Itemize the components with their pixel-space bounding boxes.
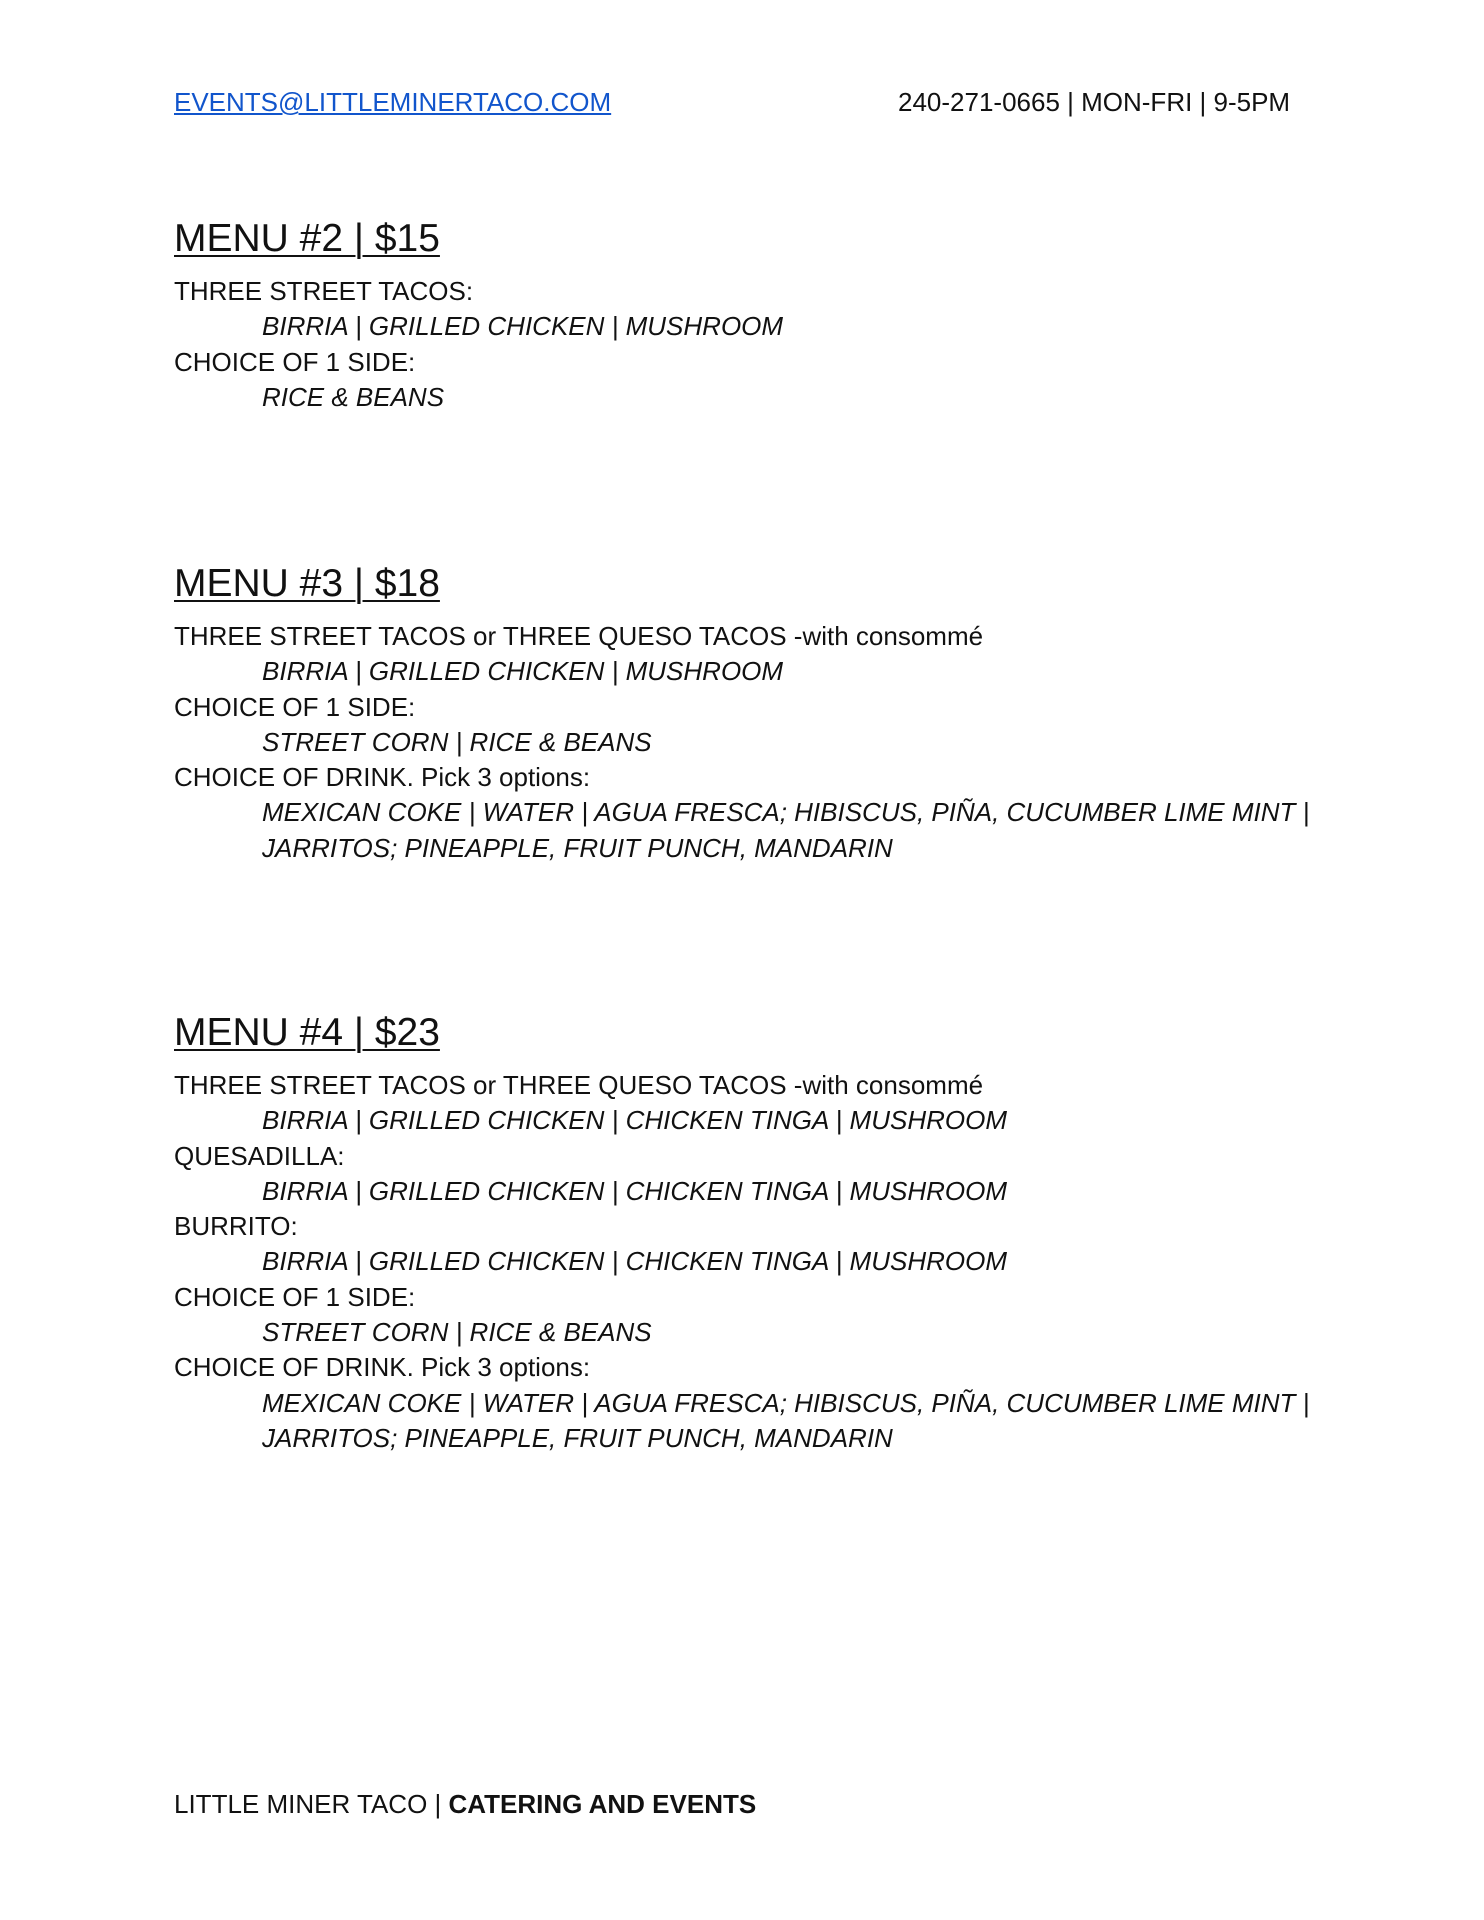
menu-2-section [174, 216, 1354, 415]
menu-4-quesadilla-label: QUESADILLA: [174, 1140, 345, 1171]
menu-4-section [174, 1010, 1354, 1456]
footer-brand: LITTLE MINER TACO | [174, 1789, 442, 1819]
menu-4-title: MENU #4 | $23 [174, 1011, 440, 1054]
menu-3-side-options: STREET CORN | RICE & BEANS [262, 726, 652, 757]
menu-4-side-options: STREET CORN | RICE & BEANS [262, 1317, 652, 1348]
menu-3-section [174, 561, 1354, 866]
footer-tagline: CATERING AND EVENTS [448, 1789, 757, 1819]
menu-3-tacos-options: BIRRIA | GRILLED CHICKEN | MUSHROOM [262, 656, 784, 687]
menu-3-drink-label: CHOICE OF DRINK. Pick 3 options: [174, 762, 591, 793]
menu-4-tacos-options: BIRRIA | GRILLED CHICKEN | CHICKEN TINGA | MUSHROOM [262, 1105, 1007, 1136]
footer [174, 1788, 756, 1820]
menu-2-tacos-options: BIRRIA | GRILLED CHICKEN | MUSHROOM [262, 311, 784, 342]
menu-4-side-label: CHOICE OF 1 SIDE: [174, 1281, 416, 1312]
menu-2-side-options: RICE & BEANS [262, 381, 445, 412]
menu-4-drink-options-line-1: MEXICAN COKE | WATER | AGUA FRESCA; HIBISCUS, PIÑA, CUCUMBER LIME MINT | [262, 1387, 1310, 1418]
menu-4-burrito-label: BURRITO: [174, 1211, 298, 1242]
contact-info: 240-271-0665 | MON-FRI | 9-5PM [898, 87, 1291, 117]
menu-4-burrito-options: BIRRIA | GRILLED CHICKEN | CHICKEN TINGA | MUSHROOM [262, 1246, 1007, 1277]
menu-4-drink-options-line-2: JARRITOS; PINEAPPLE, FRUIT PUNCH, MANDARIN [262, 1422, 893, 1453]
menu-3-drink-options-line-2: JARRITOS; PINEAPPLE, FRUIT PUNCH, MANDARIN [262, 832, 893, 863]
menu-4-tacos-label: THREE STREET TACOS or THREE QUESO TACOS -with consommé [174, 1070, 984, 1100]
menu-3-side-label: CHOICE OF 1 SIDE: [174, 691, 416, 722]
menu-4-drink-label: CHOICE OF DRINK. Pick 3 options: [174, 1352, 591, 1383]
menu-3-title: MENU #3 | $18 [174, 562, 440, 605]
email-link[interactable]: EVENTS@LITTLEMINERTACO.COM [174, 87, 612, 117]
menu-3-drink-options-line-1: MEXICAN COKE | WATER | AGUA FRESCA; HIBISCUS, PIÑA, CUCUMBER LIME MINT | [262, 797, 1310, 828]
menu-4-quesadilla-options: BIRRIA | GRILLED CHICKEN | CHICKEN TINGA | MUSHROOM [262, 1175, 1007, 1206]
menu-2-side-label: CHOICE OF 1 SIDE: [174, 346, 416, 377]
menu-2-title: MENU #2 | $15 [174, 217, 440, 260]
menu-2-tacos-label: THREE STREET TACOS: [174, 276, 474, 306]
menu-3-tacos-label: THREE STREET TACOS or THREE QUESO TACOS -with consommé [174, 621, 984, 651]
